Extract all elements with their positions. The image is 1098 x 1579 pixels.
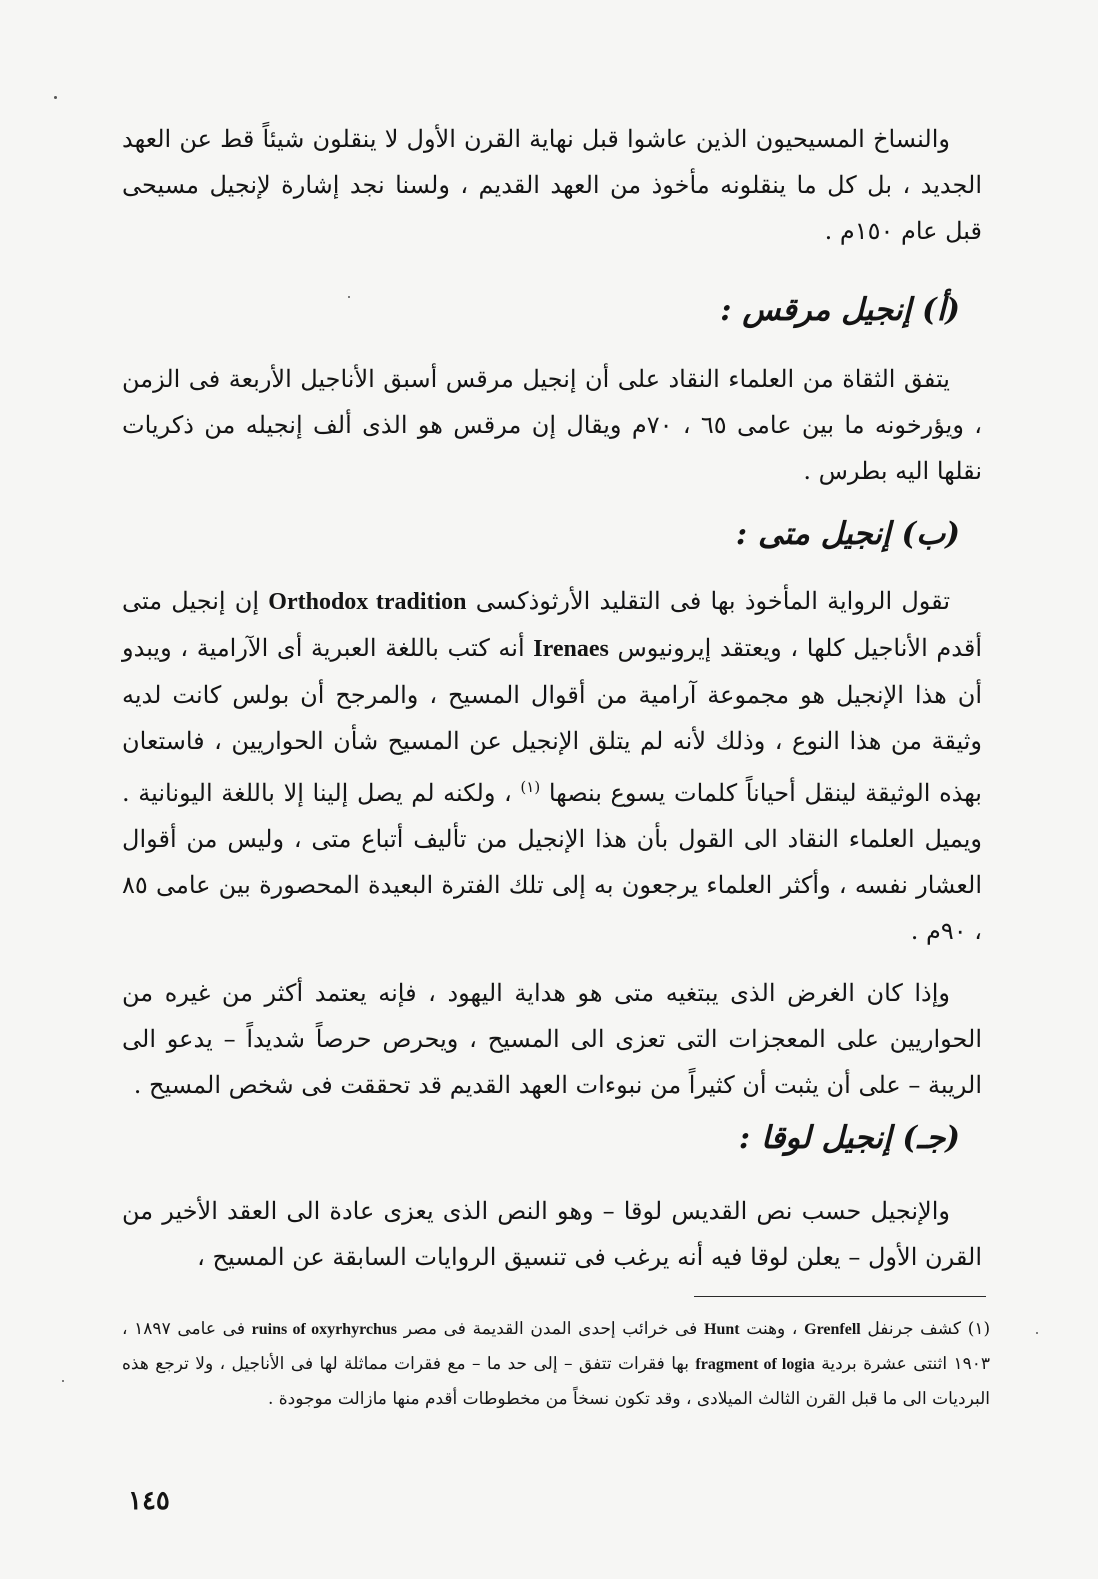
- footnote-divider: [694, 1296, 986, 1297]
- footnote-text: [122, 1312, 990, 1416]
- hunt-term: Hunt: [704, 1321, 740, 1338]
- irenaes-term: Irenaes: [533, 636, 609, 662]
- grenfell-term: Grenfell: [804, 1321, 861, 1338]
- intro-text: والنساخ المسيحيون الذين عاشوا قبل نهاية القرن الأول لا ينقلون شيئاً قط عن العهد الجديد ، بل كل ما ينقلونه مأخوذ من العهد القديم ، ولسنا نجد إشارة لإنجيل مسيحى قبل عام ١٥٠م .: [122, 125, 983, 245]
- logia-term: fragment of logia: [695, 1356, 815, 1373]
- footnote-reference: (١): [520, 778, 541, 796]
- matthew-text-part4: ، ولكنه لم يصل إلينا إلا باللغة اليونانية . ويميل العلماء النقاد الى القول بأن هذا الإنجيل من تأليف أتباع متى ، وليس من أقوال العشار نفسه ، وأكثر العلماء يرجعون به إلى تلك الفترة البعيدة المحصورة بين عامى ٨٥ ، ٩٠م .: [122, 779, 982, 945]
- matthew-text: [122, 578, 982, 954]
- matthew-paragraph: [122, 578, 982, 954]
- footnote-part2: ، وهنت: [746, 1319, 798, 1339]
- luke-text: والإنجيل حسب نص القديس لوقا – وهو النص الذى يعزى عادة الى العقد الأخير من القرن الأول – يعلن لوقا فيه أنه يرغب فى تنسيق الروايات السابقة عن المسيح ،: [122, 1197, 982, 1271]
- scan-speck: [348, 296, 350, 298]
- mark-text: يتفق الثقاة من العلماء النقاد على أن إنجيل مرقس أسبق الأناجيل الأربعة فى الزمن ، ويؤرخونه ما بين عامى ٦٥ ، ٧٠م ويقال إن مرقس هو الذى ألف إنجيله من ذكريات نقلها اليه بطرس .: [122, 365, 982, 485]
- heading-matthew: (ب) إنجيل متى :: [735, 516, 960, 552]
- footnote-part3: فى خرائب إحدى المدن القديمة فى مصر: [403, 1319, 698, 1339]
- matthew-text-part3: أنه كتب باللغة العبرية أى الآرامية ، ويبدو أن هذا الإنجيل هو مجموعة آرامية من أقوال المسيح ، والمرجح أن بولس كانت لديه وثيقة من هذا النوع ، وذلك لأنه لم يتلق الإنجيل عن المسيح شأن الحواريين ، فاستعان بهذه الوثيقة لينقل أحياناً كلمات يسوع بنصها: [122, 634, 982, 807]
- orthodox-tradition-term: Orthodox tradition: [268, 589, 467, 615]
- scan-speck: [62, 1380, 64, 1382]
- luke-paragraph: [122, 1188, 982, 1280]
- heading-mark: (أ) إنجيل مرقس :: [720, 292, 960, 328]
- oxyrhyrchus-term: ruins of oxyrhyrchus: [251, 1321, 398, 1338]
- page-number: ١٤٥: [128, 1486, 170, 1516]
- footnote-part1: (١) كشف جرنفل: [867, 1319, 991, 1339]
- footnote-part5: بها فقرات تتفق – إلى حد ما – مع فقرات مماثلة لها فى الأناجيل ، ولا ترجع هذه البرديات الى ما قبل القرن الثالث الميلادى ، وقد تكون نسخاً من مخطوطات أقدم منها مازالت موجودة .: [122, 1354, 990, 1409]
- mark-paragraph: [122, 356, 982, 494]
- footnote-part4: فى عامى ١٨٩٧ ، ١٩٠٣ اثنتى عشرة بردية: [122, 1319, 991, 1374]
- matthew-purpose-paragraph: [122, 970, 982, 1108]
- matthew-purpose-text: وإذا كان الغرض الذى يبتغيه متى هو هداية اليهود ، فإنه يعتمد أكثر من غيره من الحواريين على المعجزات التى تعزى الى المسيح ، ويحرص حرصاً شديداً – يدعو الى الريبة – على أن يثبت أن كثيراً من نبوءات العهد القديم قد تحققت فى شخص المسيح .: [122, 979, 983, 1099]
- scan-speck: [1036, 1332, 1038, 1334]
- footnote-block: [122, 1312, 990, 1416]
- matthew-text-part2: إن إنجيل متى أقدم الأناجيل كلها ، ويعتقد إيرونيوس: [122, 587, 982, 662]
- intro-paragraph: [122, 116, 982, 254]
- scan-speck: [54, 96, 57, 99]
- heading-luke: (جـ) إنجيل لوقا :: [738, 1120, 960, 1156]
- matthew-text-part1: تقول الرواية المأخوذ بها فى التقليد الأرثوذكسى: [475, 587, 950, 615]
